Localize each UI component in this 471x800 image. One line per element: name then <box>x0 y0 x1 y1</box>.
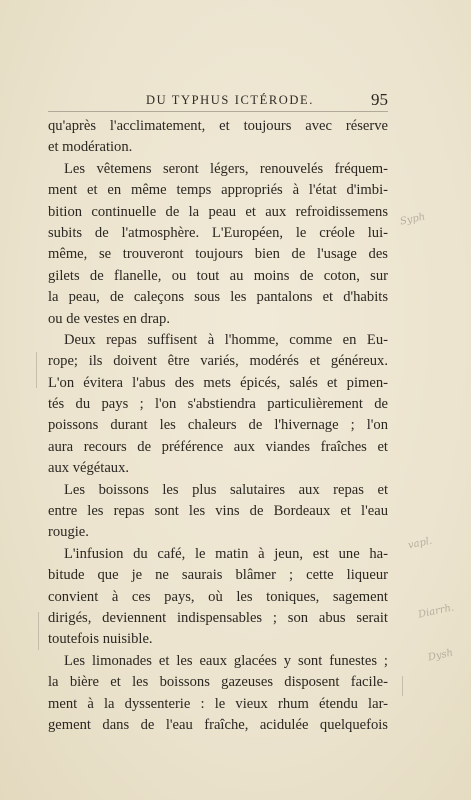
text-line: Les limonades et les eaux glacées y sont funestes ; <box>64 652 388 669</box>
text-line: tés du pays ; l'on s'abstiendra particulièrement de <box>48 396 388 413</box>
text-line: même, se trouveront toujours bien de l'usage des <box>48 246 388 263</box>
text-line: ment et en même temps appropriés à l'état d'imbi- <box>48 182 388 199</box>
text-line: L'on évitera l'abus des mets épicés, salés et pimen- <box>48 374 388 391</box>
margin-note-4: Dysh <box>427 647 455 664</box>
margin-note-2: vapl. <box>407 535 434 552</box>
text-line: dirigés, deviennent indispensables ; son abus serait <box>48 609 388 626</box>
page-header <box>48 92 388 112</box>
text-line: Les vêtemens seront légers, renouvelés fréquem- <box>64 160 388 177</box>
text-line: ou de vestes en drap. <box>48 310 170 327</box>
text-line: bitude que je ne saurais blâmer ; cette liqueur <box>48 567 388 584</box>
pencil-mark-left-2 <box>38 612 39 650</box>
header-rule <box>48 111 388 112</box>
text-line: entre les repas sont les vins de Bordeaux et l'eau <box>48 503 388 520</box>
text-line: bition continuelle de la peau et aux refroidissemens <box>48 203 388 220</box>
text-line: Les boissons les plus salutaires aux repas et <box>64 481 388 498</box>
margin-note-1: Syph <box>399 211 427 228</box>
text-line: subits de l'atmosphère. L'Européen, le créole lui- <box>48 224 388 241</box>
text-line: qu'après l'acclimatement, et toujours avec réserve <box>48 118 388 134</box>
pencil-mark-right <box>402 676 403 696</box>
text-line: gement dans de l'eau fraîche, acidulée quelquefois <box>48 716 388 733</box>
page-number: 95 <box>371 90 388 109</box>
body-text <box>48 116 388 736</box>
text-line: L'infusion du café, le matin à jeun, est une ha- <box>64 545 388 562</box>
text-line: aux végétaux. <box>48 460 130 477</box>
text-line: rope; ils doivent être variés, modérés et généreux. <box>48 353 388 370</box>
text-line: convient à ces pays, où les toniques, sagement <box>48 588 388 605</box>
text-line: rougie. <box>48 524 89 541</box>
text-line: et modération. <box>48 139 133 156</box>
margin-note-3: Diarrh. <box>417 602 456 621</box>
text-line: la bière et les boissons gazeuses disposent facile- <box>48 674 388 691</box>
text-line: aura recours de préférence aux viandes fraîches et <box>48 438 388 455</box>
text-line: poissons durant les chaleurs de l'hivernage ; l'on <box>48 417 388 434</box>
text-line: toutefois nuisible. <box>48 631 153 648</box>
text-line: la peau, de caleçons sous les pantalons et d'habits <box>48 289 388 306</box>
text-line: ment à la dyssenterie : le vieux rhum étendu lar- <box>48 695 388 712</box>
text-line: gilets de flanelle, ou tout au moins de coton, sur <box>48 267 388 284</box>
running-head: DU TYPHUS ICTÉRODE. <box>146 93 315 107</box>
pencil-mark-left <box>36 352 37 388</box>
text-line: Deux repas suffisent à l'homme, comme en Eu- <box>64 331 388 348</box>
